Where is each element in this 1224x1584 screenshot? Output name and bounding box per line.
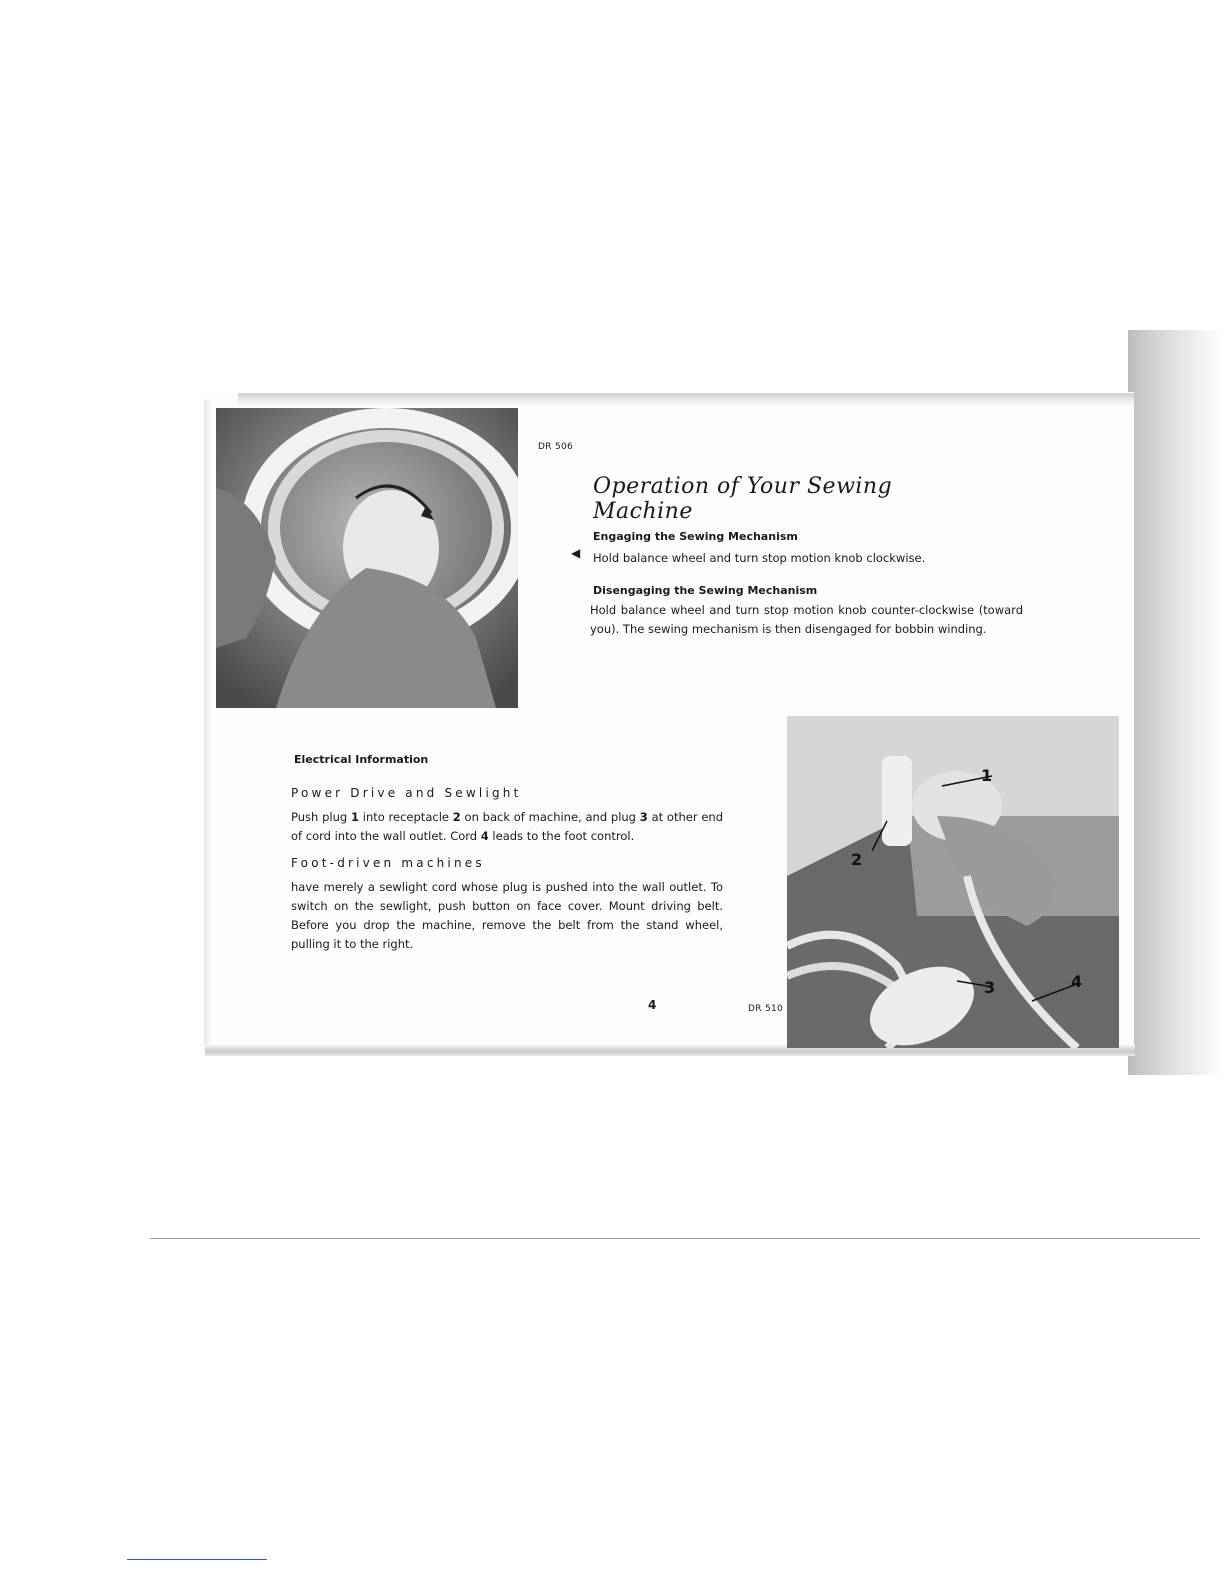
page-shadow: [1128, 330, 1224, 1075]
link-underline: [127, 1559, 267, 1560]
foot-heading: Foot-driven machines: [291, 856, 485, 870]
plug-and-cord-photo: [787, 716, 1119, 1048]
arrow-left-icon: ◀: [571, 546, 581, 560]
page-top-edge: [238, 393, 1134, 407]
figure-code-bottom: DR 510: [748, 1004, 784, 1014]
page-number: 4: [648, 998, 657, 1012]
disengaging-heading: Disengaging the Sewing Mechanism: [593, 584, 818, 597]
scan-divider: [150, 1238, 1200, 1239]
electrical-heading: Electrical Information: [294, 753, 429, 766]
photo-label-4: 4: [1071, 972, 1083, 991]
power-text: Push plug 1 into receptacle 2 on back of machine, and plug 3 at other end of cord into the wall outlet. Cord 4 leads to the foot control.: [291, 810, 723, 843]
foot-text: have merely a sewlight cord whose plug is pushed into the wall outlet. To switch on the sewlight, push button on face cover. Mount driving belt. Before you drop the machine, remove the belt from the stand wheel, pulling it to the right.: [291, 880, 723, 951]
page-left-edge: [204, 400, 212, 1046]
figure-code-top: DR 506: [538, 442, 574, 452]
photo-label-2: 2: [851, 850, 863, 869]
photo-label-1: 1: [981, 766, 993, 785]
engaging-heading: Engaging the Sewing Mechanism: [593, 530, 798, 543]
power-heading: Power Drive and Sewlight: [291, 786, 522, 800]
engaging-text: Hold balance wheel and turn stop motion knob clockwise.: [593, 551, 926, 565]
photo-label-3: 3: [984, 978, 996, 997]
balance-wheel-photo: [216, 408, 518, 708]
page-title: Operation of Your Sewing Machine: [593, 474, 893, 524]
disengaging-text: Hold balance wheel and turn stop motion knob counter-clockwise (toward you). The sewing mechanism is then disengaged for bobbin winding.: [590, 603, 1023, 636]
